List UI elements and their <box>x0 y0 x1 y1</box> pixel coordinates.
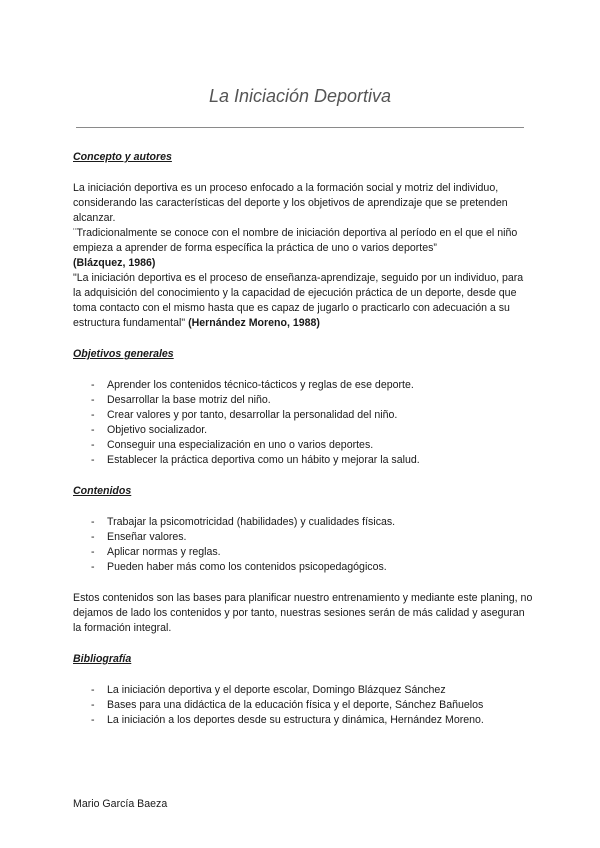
list-item: - Pueden haber más como los contenidos psicopedagógicos. <box>91 560 533 575</box>
list-item: - Desarrollar la base motriz del niño. <box>91 393 533 408</box>
list-item: - Trabajar la psicomotricidad (habilidades) y cualidades físicas. <box>91 515 533 530</box>
concepto-quote-1-author: (Blázquez, 1986) <box>73 257 156 269</box>
section-heading-objetivos: Objetivos generales <box>73 348 174 360</box>
list-item: - Aplicar normas y reglas. <box>91 545 533 560</box>
concepto-quote-1: ¨Tradicionalmente se conoce con el nombre de iniciación deportiva al período en el que el niño empieza a aprender de forma específica la práctica de uno o varios deportes” <box>73 227 518 254</box>
list-item: - Objetivo socializador. <box>91 423 533 438</box>
section-heading-contenidos: Contenidos <box>73 485 132 497</box>
concepto-paragraph: La iniciación deportiva es un proceso enfocado a la formación social y motriz del individuo, considerando las características del deporte y los objetivos de aprendizaje que se pretenden alcanzar. <box>73 182 508 224</box>
contenidos-list <box>73 515 533 575</box>
objetivos-list <box>73 378 533 468</box>
list-item: - Crear valores y por tanto, desarrollar la personalidad del niño. <box>91 408 533 423</box>
document-body <box>73 150 533 728</box>
concepto-quote-2-author: (Hernández Moreno, 1988) <box>188 317 320 329</box>
list-item: - La iniciación a los deportes desde su estructura y dinámica, Hernández Moreno. <box>91 713 533 728</box>
author-footer: Mario García Baeza <box>73 798 168 810</box>
list-item: - La iniciación deportiva y el deporte escolar, Domingo Blázquez Sánchez <box>91 683 533 698</box>
list-item: - Enseñar valores. <box>91 530 533 545</box>
concepto-quote-2-text: "La iniciación deportiva es el proceso de enseñanza-aprendizaje, seguido por un individuo, para la adquisición del conocimiento y la capacidad de ejecución práctica de un deporte, desde que toma contacto con el mismo hasta que es capaz de jugarlo o practicarlo con adecuación a su estructura fundamental" <box>73 272 524 329</box>
list-item: - Conseguir una especialización en uno o varios deportes. <box>91 438 533 453</box>
section-heading-concepto: Concepto y autores <box>73 151 172 163</box>
contenidos-paragraph: Estos contenidos son las bases para planificar nuestro entrenamiento y mediante este planing, no dejamos de lado los contenidos y por tanto, nuestras sesiones serán de más calidad y aseguran la formación integral. <box>73 592 533 634</box>
list-item: - Aprender los contenidos técnico-tácticos y reglas de ese deporte. <box>91 378 533 393</box>
list-item: - Bases para una didáctica de la educación física y el deporte, Sánchez Bañuelos <box>91 698 533 713</box>
bibliografia-list <box>73 683 533 728</box>
document-title: La Iniciación Deportiva <box>208 86 392 106</box>
section-heading-bibliografia: Bibliografía <box>73 653 132 665</box>
list-item: - Establecer la práctica deportiva como un hábito y mejorar la salud. <box>91 453 533 468</box>
concepto-quote-2 <box>73 271 533 331</box>
title-divider <box>76 127 524 128</box>
